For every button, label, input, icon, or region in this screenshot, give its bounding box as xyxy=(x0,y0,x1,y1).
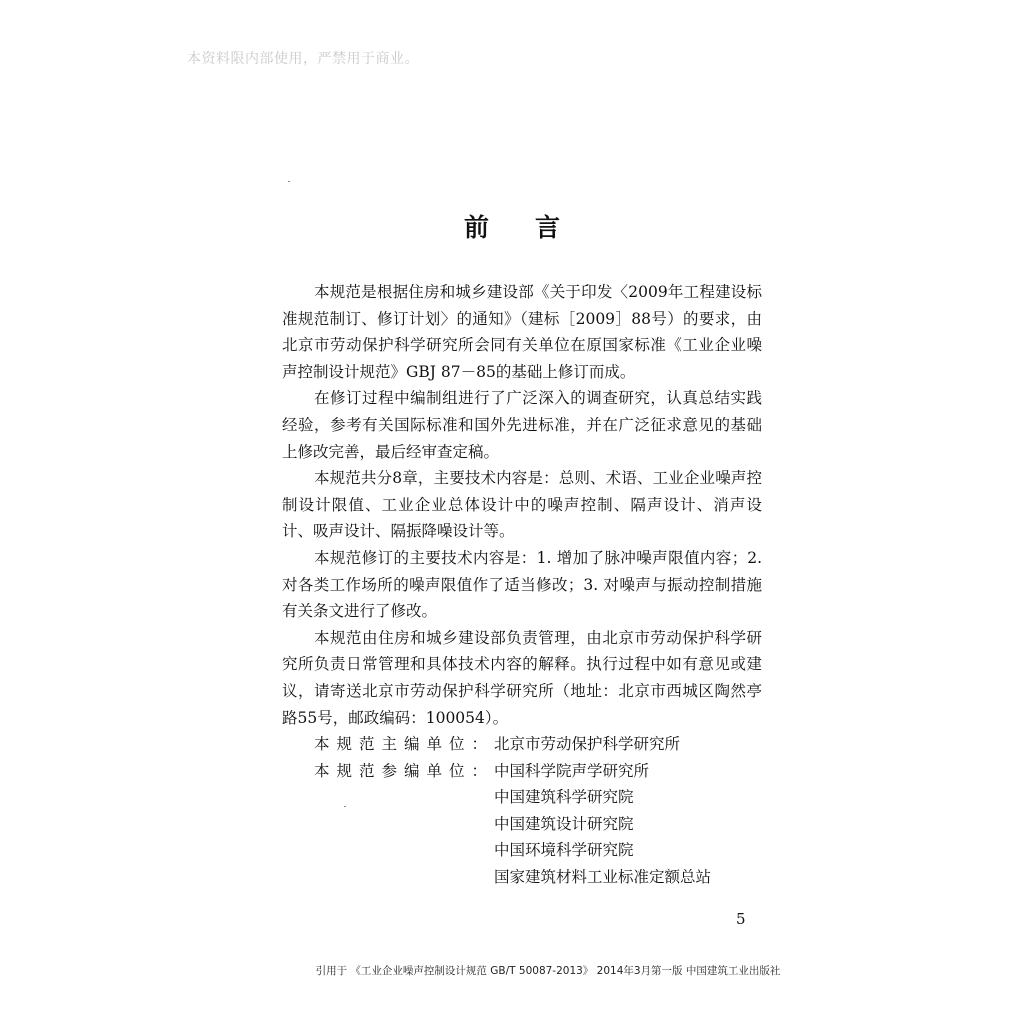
page-number: 5 xyxy=(736,910,746,928)
scan-speck xyxy=(288,181,290,182)
page-title: 前言 xyxy=(463,213,606,242)
participating-editor-unit: 中国建筑设计研究院 xyxy=(494,814,634,833)
preface-paragraph: 本规范共分8章，主要技术内容是：总则、术语、工业企业噪声控制设计限值、工业企业总体设计中的噪声控制、隔声设计、消声设计、吸声设计、隔振降噪设计等。 xyxy=(282,469,762,541)
chief-editor-label: 本规范主编单位： xyxy=(314,735,495,754)
participating-editor-unit: 中国建筑科学研究院 xyxy=(494,788,634,807)
participating-editor-unit: 中国环境科学研究院 xyxy=(494,841,634,860)
preface-paragraph: 本规范是根据住房和城乡建设部《关于印发〈2009年工程建设标准规范制订、修订计划〉的通知》（建标［2009］88号）的要求，由北京市劳动保护科学研究所会同有关单位在原国家标准《工业企业噪声控制设计规范》GBJ 87－85的基础上修订而成。 xyxy=(282,283,762,381)
chief-editor-row xyxy=(282,731,762,758)
preface-paragraph: 本规范由住房和城乡建设部负责管理，由北京市劳动保护科学研究所负责日常管理和具体技术内容的解释。执行过程中如有意见或建议，请寄送北京市劳动保护科学研究所（地址：北京市西城区陶然亭路55号，邮政编码：100054）。 xyxy=(282,628,762,727)
watermark-text: 本资料限内部使用，严禁用于商业。 xyxy=(187,51,419,67)
citation-footer: 引用于 《工业企业噪声控制设计规范 GB/T 50087-2013》 2014年3月第一版 中国建筑工业出版社 xyxy=(315,965,781,977)
participating-editor-unit: 中国科学院声学研究所 xyxy=(494,761,650,780)
preface-paragraph: 本规范修订的主要技术内容是：1. 增加了脉冲噪声限值内容；2. 对各类工作场所的噪声限值作了适当修改；3. 对噪声与振动控制措施有关条文进行了修改。 xyxy=(282,548,762,621)
participating-editors-label: 本规范参编单位： xyxy=(314,761,495,780)
chief-editor-unit: 北京市劳动保护科学研究所 xyxy=(494,735,681,754)
preface-body xyxy=(282,279,762,891)
participating-editors-list xyxy=(494,758,711,891)
participating-editors-row xyxy=(282,758,762,891)
participating-editor-unit: 国家建筑材料工业标准定额总站 xyxy=(494,868,712,887)
preface-paragraph: 在修订过程中编制组进行了广泛深入的调查研究，认真总结实践经验，参考有关国际标准和国外先进标准，并在广泛征求意见的基础上修改完善，最后经审查定稿。 xyxy=(282,389,762,461)
